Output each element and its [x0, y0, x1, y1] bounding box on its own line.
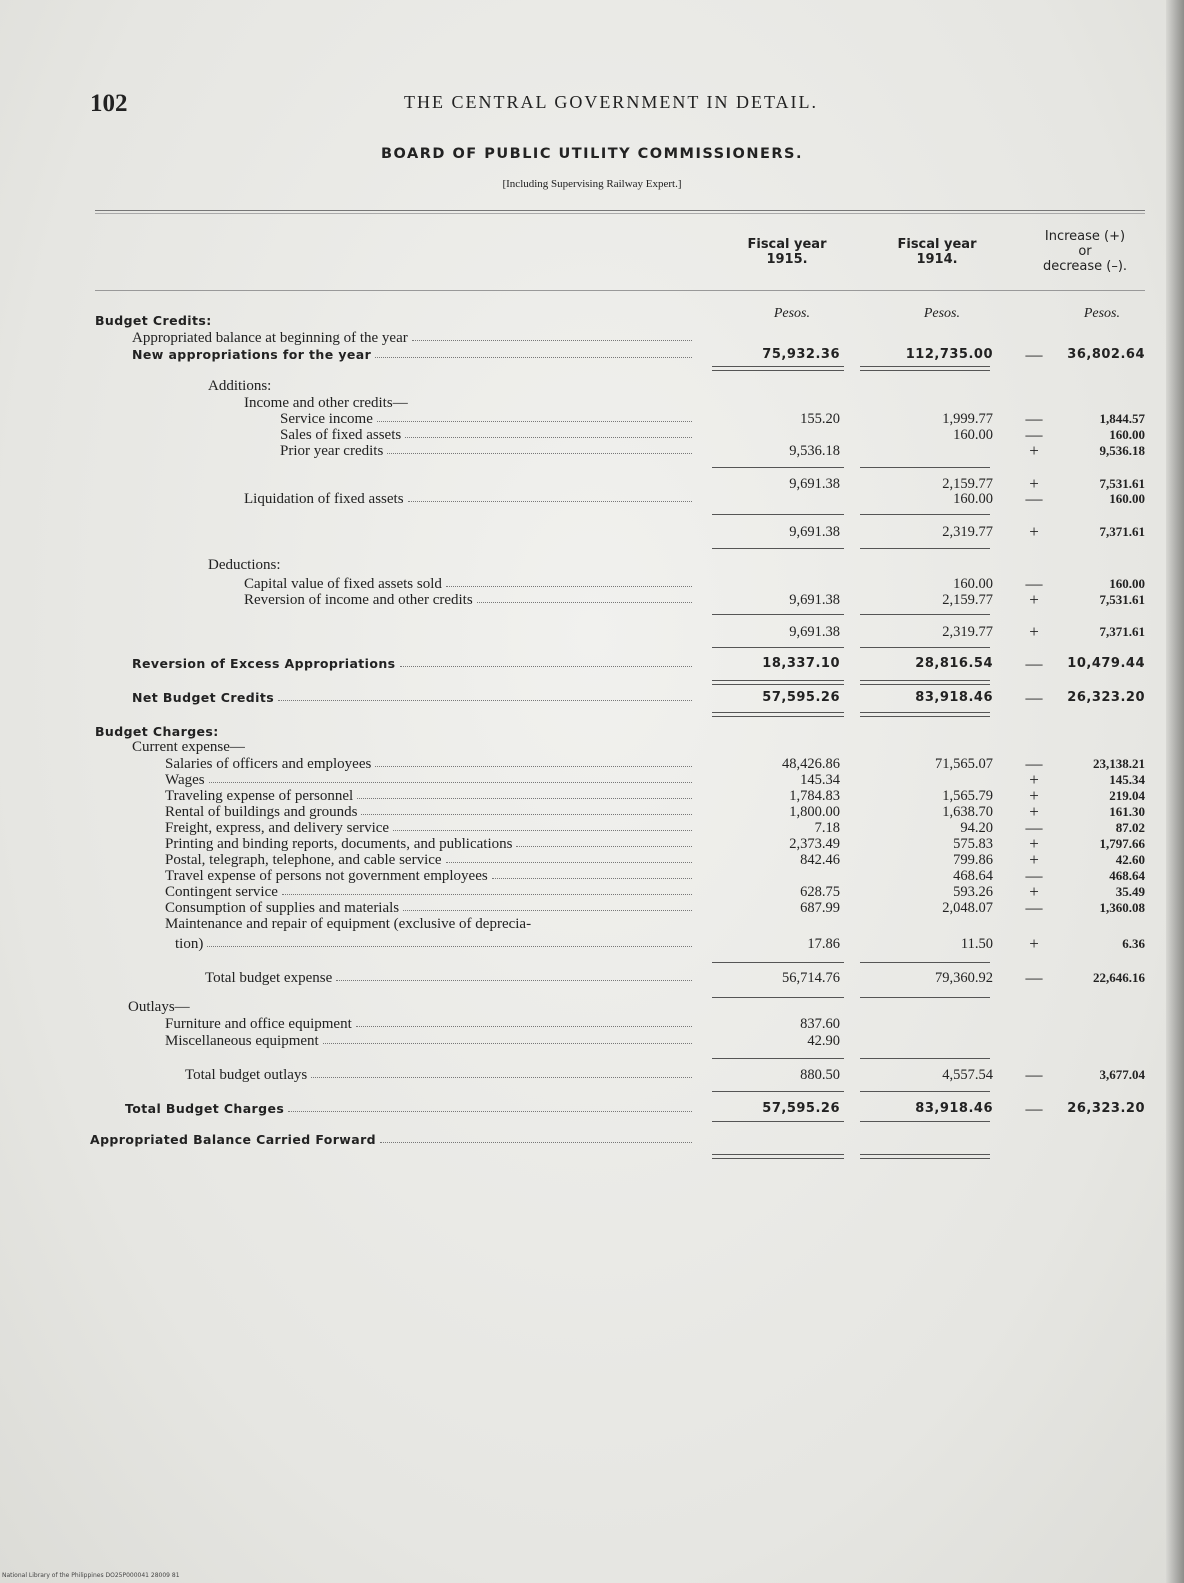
- leader-dots: [380, 1132, 692, 1143]
- table-row: [0, 1016, 1184, 1032]
- row-label: Appropriated balance at beginning of the year: [132, 330, 408, 346]
- value-fy1914: 83,918.46: [915, 1101, 993, 1116]
- value-fy1914: 4,557.54: [942, 1067, 993, 1083]
- row-label: Prior year credits: [280, 443, 384, 459]
- column-rule: [712, 962, 844, 963]
- change-sign: —: [1025, 688, 1043, 707]
- change-sign: —: [1025, 898, 1043, 917]
- row-label: Total budget outlays: [185, 1067, 308, 1083]
- value-fy1914: 1,638.70: [942, 804, 993, 820]
- leader-dots: [311, 1067, 692, 1078]
- leader-dots: [403, 900, 692, 911]
- column-rule: [860, 1121, 990, 1122]
- row-label: Furniture and office equipment: [165, 1016, 352, 1032]
- column-rule: [712, 712, 844, 717]
- value-fy1914: 11.50: [960, 936, 993, 952]
- change-sign: —: [1025, 754, 1043, 773]
- change-sign: —: [1025, 1099, 1043, 1118]
- value-change: 22,646.16: [1093, 970, 1145, 985]
- column-rule: [860, 1091, 990, 1092]
- page-subtitle: [Including Supervising Railway Expert.]: [502, 178, 682, 190]
- table-row: [0, 772, 1184, 788]
- row-label: Service income: [280, 411, 373, 427]
- value-fy1914: 1,999.77: [942, 411, 993, 427]
- leader-dots: [412, 330, 692, 341]
- row-label: Freight, express, and delivery service: [165, 820, 390, 836]
- column-rule: [860, 514, 990, 515]
- row-label: Appropriated Balance Carried Forward: [90, 1132, 377, 1147]
- value-change: 219.04: [1109, 788, 1145, 803]
- value-change: 26,323.20: [1067, 1101, 1145, 1116]
- table-row: [0, 313, 1184, 329]
- header-rule: [95, 210, 1145, 214]
- leader-dots: [393, 820, 692, 831]
- leader-dots: [282, 884, 692, 895]
- value-fy1915: 9,691.38: [789, 524, 840, 540]
- value-fy1914: 2,159.77: [942, 476, 993, 492]
- row-label: Capital value of fixed assets sold: [244, 576, 442, 592]
- value-change: 160.00: [1109, 427, 1145, 442]
- row-label: Total budget expense: [205, 970, 333, 986]
- row-label: Salaries of officers and employees: [165, 756, 372, 772]
- value-fy1915: 57,595.26: [762, 1101, 840, 1116]
- leader-dots: [209, 772, 692, 783]
- table-row: [0, 576, 1184, 592]
- row-label: Additions:: [208, 378, 272, 394]
- leader-dots: [336, 970, 692, 981]
- row-label: Printing and binding reports, documents, and publications: [165, 836, 513, 852]
- column-header-fy1915: Fiscal year 1915.: [747, 237, 827, 267]
- value-fy1915: 842.46: [800, 852, 840, 868]
- value-change: 87.02: [1115, 820, 1145, 835]
- value-change: 160.00: [1109, 576, 1145, 591]
- change-sign: —: [1025, 818, 1043, 837]
- change-sign: —: [1025, 1065, 1043, 1084]
- row-label: Deductions:: [208, 557, 281, 573]
- leader-dots: [356, 1016, 692, 1027]
- value-change: 9,536.18: [1099, 443, 1145, 458]
- column-header-change: Increase (+) or decrease (–).: [1042, 229, 1128, 274]
- value-fy1915: 17.86: [807, 936, 840, 952]
- change-sign: —: [1025, 866, 1043, 885]
- value-fy1915: 9,691.38: [789, 592, 840, 608]
- table-row: [0, 756, 1184, 772]
- row-label: Consumption of supplies and materials: [165, 900, 400, 916]
- value-fy1914: 71,565.07: [935, 756, 993, 772]
- change-sign: +: [1029, 441, 1039, 460]
- value-change: 3,677.04: [1099, 1067, 1145, 1082]
- value-fy1915: 1,784.83: [789, 788, 840, 804]
- row-label: Miscellaneous equipment: [165, 1033, 319, 1049]
- value-change: 145.34: [1109, 772, 1145, 787]
- value-fy1914: 79,360.92: [935, 970, 993, 986]
- change-sign: +: [1029, 622, 1039, 641]
- row-label: New appropriations for the year: [132, 347, 372, 362]
- column-rule: [712, 514, 844, 515]
- units-change: Pesos.: [1083, 306, 1120, 321]
- value-fy1915: 837.60: [800, 1016, 840, 1032]
- row-label: tion): [175, 936, 204, 952]
- column-rule: [712, 548, 844, 549]
- value-fy1914: 1,565.79: [942, 788, 993, 804]
- leader-dots: [516, 836, 692, 847]
- leader-dots: [323, 1033, 692, 1044]
- value-change: 10,479.44: [1067, 656, 1145, 671]
- page-number: 102: [90, 90, 128, 117]
- change-sign: +: [1029, 934, 1039, 953]
- leader-dots: [288, 1101, 692, 1112]
- value-fy1914: 28,816.54: [915, 656, 993, 671]
- table-row: [0, 884, 1184, 900]
- value-fy1915: 155.20: [800, 411, 840, 427]
- table-row: [0, 690, 1184, 706]
- units-fy1914: Pesos.: [923, 306, 960, 321]
- column-header-fy1914: Fiscal year 1914.: [897, 237, 977, 267]
- change-sign: —: [1025, 489, 1043, 508]
- table-row: [0, 557, 1184, 573]
- table-row: [0, 491, 1184, 507]
- table-row: [0, 970, 1184, 986]
- change-sign: +: [1029, 474, 1039, 493]
- column-rule: [712, 1058, 844, 1059]
- column-rule: [712, 366, 844, 371]
- leader-dots: [446, 852, 692, 863]
- table-row: [0, 739, 1184, 755]
- row-label: Current expense—: [132, 739, 245, 755]
- value-fy1914: 112,735.00: [905, 347, 993, 362]
- column-rule: [860, 712, 990, 717]
- table-row: [0, 378, 1184, 394]
- value-change: 26,323.20: [1067, 690, 1145, 705]
- value-change: 7,371.61: [1099, 524, 1145, 539]
- column-rule: [860, 1058, 990, 1059]
- value-fy1915: 75,932.36: [762, 347, 840, 362]
- value-fy1915: 9,691.38: [789, 624, 840, 640]
- table-row: [0, 330, 1184, 346]
- leader-dots: [477, 592, 692, 603]
- table-row: [0, 804, 1184, 820]
- column-rule: [860, 366, 990, 371]
- table-row: [0, 1132, 1184, 1148]
- table-row: [0, 1033, 1184, 1049]
- leader-dots: [387, 443, 692, 454]
- row-label: Travel expense of persons not government employees: [165, 868, 488, 884]
- column-rule: [712, 614, 844, 615]
- leader-dots: [375, 756, 692, 767]
- value-change: 42.60: [1115, 852, 1145, 867]
- column-rule: [860, 614, 990, 615]
- column-rule: [712, 1121, 844, 1122]
- value-fy1914: 160.00: [953, 576, 993, 592]
- value-fy1914: 94.20: [960, 820, 993, 836]
- row-label: Total Budget Charges: [125, 1101, 285, 1116]
- value-change: 35.49: [1115, 884, 1145, 899]
- column-rule: [860, 548, 990, 549]
- column-rule: [712, 1154, 844, 1159]
- value-fy1915: 145.34: [800, 772, 840, 788]
- leader-dots: [405, 427, 692, 438]
- value-fy1915: 2,373.49: [789, 836, 840, 852]
- change-sign: +: [1029, 522, 1039, 541]
- value-change: 1,797.66: [1099, 836, 1145, 851]
- change-sign: +: [1029, 786, 1039, 805]
- row-label: Sales of fixed assets: [280, 427, 402, 443]
- value-change: 7,531.61: [1099, 592, 1145, 607]
- value-fy1915: 9,536.18: [789, 443, 840, 459]
- value-fy1914: 2,319.77: [942, 624, 993, 640]
- value-fy1915: 9,691.38: [789, 476, 840, 492]
- page-title: BOARD OF PUBLIC UTILITY COMMISSIONERS.: [381, 146, 803, 162]
- table-row: [0, 852, 1184, 868]
- table-row: [0, 1101, 1184, 1117]
- value-fy1915: 628.75: [800, 884, 840, 900]
- column-rule: [712, 647, 844, 648]
- row-label: Wages: [165, 772, 205, 788]
- table-row: [0, 524, 1184, 540]
- value-fy1914: 83,918.46: [915, 690, 993, 705]
- table-row: [0, 999, 1184, 1015]
- value-change: 1,360.08: [1099, 900, 1145, 915]
- row-label: Traveling expense of personnel: [165, 788, 354, 804]
- row-label: Reversion of Excess Appropriations: [132, 656, 396, 671]
- row-label: Budget Charges:: [95, 724, 219, 739]
- value-fy1915: 1,800.00: [789, 804, 840, 820]
- row-label: Outlays—: [128, 999, 190, 1015]
- scan-footer: National Library of the Philippines DO25P000041 28009 81: [2, 1572, 180, 1579]
- column-rule: [860, 1154, 990, 1159]
- value-fy1914: 2,159.77: [942, 592, 993, 608]
- table-row: [0, 476, 1184, 492]
- change-sign: —: [1025, 345, 1043, 364]
- change-sign: +: [1029, 882, 1039, 901]
- leader-dots: [408, 491, 692, 502]
- column-header-rule: [95, 290, 1145, 291]
- leader-dots: [207, 936, 692, 947]
- leader-dots: [446, 576, 692, 587]
- change-sign: +: [1029, 770, 1039, 789]
- value-fy1915: 57,595.26: [762, 690, 840, 705]
- table-row: [0, 916, 1184, 932]
- table-row: [0, 1067, 1184, 1083]
- value-fy1914: 160.00: [953, 491, 993, 507]
- leader-dots: [278, 690, 692, 701]
- leader-dots: [357, 788, 692, 799]
- value-fy1915: 7.18: [814, 820, 840, 836]
- value-change: 36,802.64: [1067, 347, 1145, 362]
- value-change: 7,531.61: [1099, 476, 1145, 491]
- value-fy1915: 48,426.86: [782, 756, 840, 772]
- table-row: [0, 443, 1184, 459]
- row-label: Income and other credits—: [244, 395, 408, 411]
- table-row: [0, 836, 1184, 852]
- row-label: Budget Credits:: [95, 313, 212, 328]
- value-change: 468.64: [1109, 868, 1145, 883]
- change-sign: —: [1025, 654, 1043, 673]
- column-rule: [712, 1091, 844, 1092]
- value-change: 160.00: [1109, 491, 1145, 506]
- value-fy1914: 160.00: [953, 427, 993, 443]
- column-rule: [860, 680, 990, 685]
- row-label: Liquidation of fixed assets: [244, 491, 404, 507]
- change-sign: —: [1025, 574, 1043, 593]
- column-rule: [860, 647, 990, 648]
- leader-dots: [375, 347, 692, 358]
- row-label: Contingent service: [165, 884, 278, 900]
- change-sign: +: [1029, 850, 1039, 869]
- leader-dots: [492, 868, 692, 879]
- value-fy1914: 2,048.07: [942, 900, 993, 916]
- table-row: [0, 820, 1184, 836]
- row-label: Maintenance and repair of equipment (exclusive of deprecia-: [165, 916, 532, 932]
- table-row: [0, 427, 1184, 443]
- table-row: [0, 411, 1184, 427]
- change-sign: +: [1029, 802, 1039, 821]
- table-row: [0, 936, 1184, 952]
- value-fy1914: 575.83: [953, 836, 993, 852]
- table-row: [0, 900, 1184, 916]
- table-row: [0, 592, 1184, 608]
- row-label: Reversion of income and other credits: [244, 592, 473, 608]
- change-sign: +: [1029, 834, 1039, 853]
- value-fy1915: 42.90: [807, 1033, 840, 1049]
- row-label: Rental of buildings and grounds: [165, 804, 358, 820]
- value-fy1915: 18,337.10: [762, 656, 840, 671]
- table-row: [0, 624, 1184, 640]
- table-row: [0, 868, 1184, 884]
- value-change: 1,844.57: [1099, 411, 1145, 426]
- leader-dots: [400, 656, 692, 667]
- units-fy1915: Pesos.: [773, 306, 810, 321]
- change-sign: —: [1025, 409, 1043, 428]
- change-sign: +: [1029, 590, 1039, 609]
- column-rule: [712, 467, 844, 468]
- row-label: Net Budget Credits: [132, 690, 275, 705]
- value-fy1914: 468.64: [953, 868, 993, 884]
- leader-dots: [377, 411, 692, 422]
- value-change: 23,138.21: [1093, 756, 1145, 771]
- column-rule: [860, 962, 990, 963]
- column-rule: [860, 467, 990, 468]
- table-row: [0, 347, 1184, 363]
- table-row: [0, 724, 1184, 740]
- table-row: [0, 656, 1184, 672]
- table-row: [0, 788, 1184, 804]
- row-label: Postal, telegraph, telephone, and cable service: [165, 852, 442, 868]
- value-fy1915: 687.99: [800, 900, 840, 916]
- table-row: [0, 395, 1184, 411]
- running-head: THE CENTRAL GOVERNMENT IN DETAIL.: [404, 92, 819, 112]
- value-fy1915: 880.50: [800, 1067, 840, 1083]
- value-change: 7,371.61: [1099, 624, 1145, 639]
- column-rule: [712, 997, 844, 998]
- value-fy1914: 2,319.77: [942, 524, 993, 540]
- value-fy1914: 799.86: [953, 852, 993, 868]
- leader-dots: [361, 804, 692, 815]
- change-sign: —: [1025, 968, 1043, 987]
- value-change: 6.36: [1122, 936, 1145, 951]
- change-sign: —: [1025, 425, 1043, 444]
- value-change: 161.30: [1109, 804, 1145, 819]
- value-fy1914: 593.26: [953, 884, 993, 900]
- value-fy1915: 56,714.76: [782, 970, 840, 986]
- column-rule: [860, 997, 990, 998]
- column-rule: [712, 680, 844, 685]
